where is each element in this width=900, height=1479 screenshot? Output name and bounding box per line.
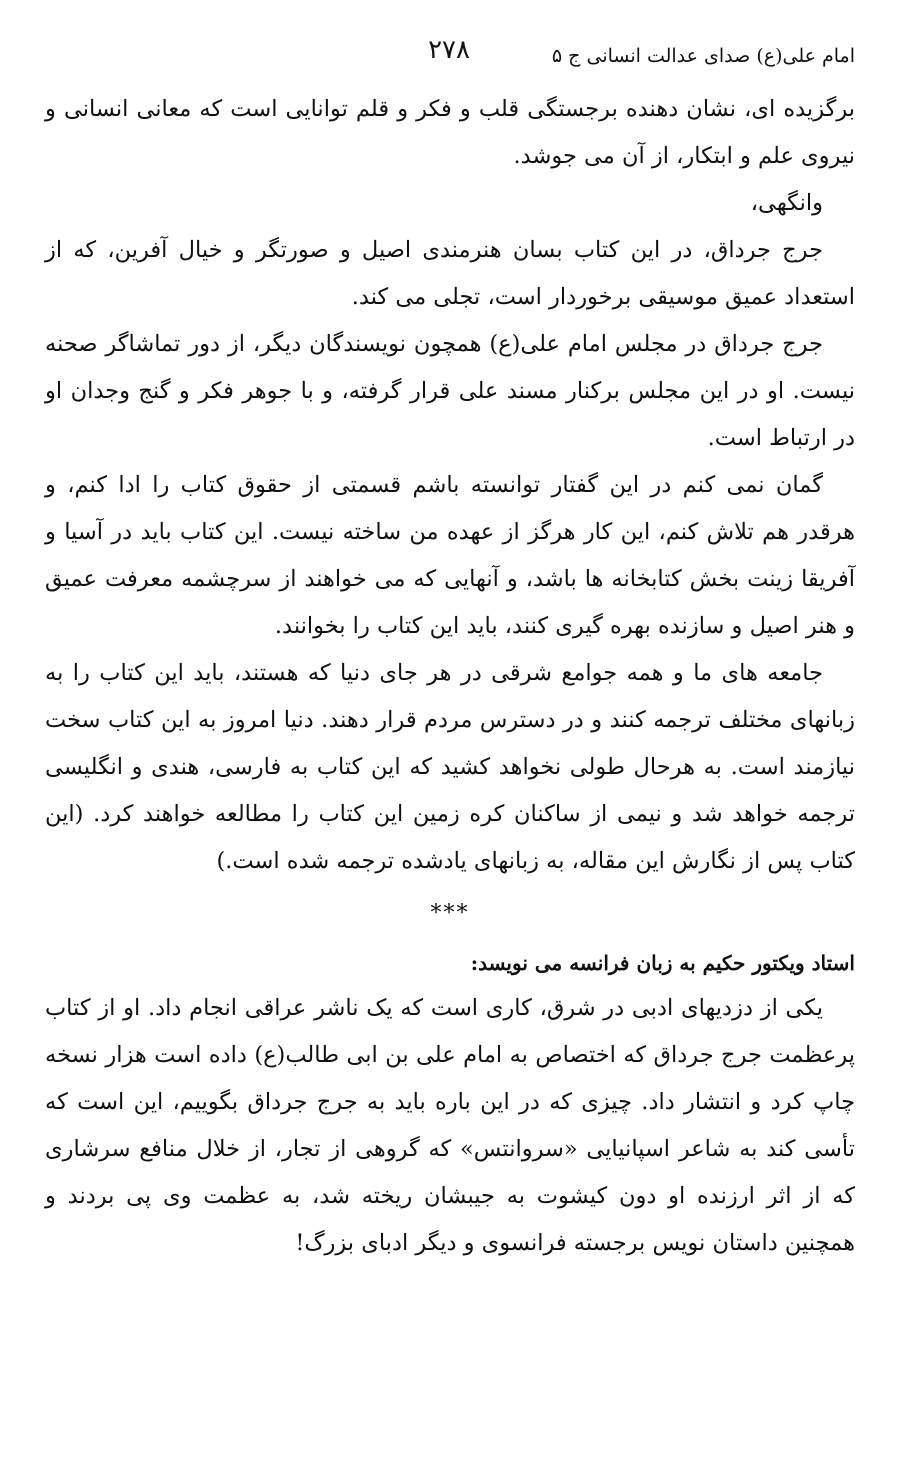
section-separator: *** (430, 901, 470, 926)
running-title: امام علی(ع) صدای عدالت انسانی ج ۵ (551, 45, 855, 67)
paragraph: گمان نمی کنم در این گفتار توانسته باشم قسمتی از حقوق کتاب را ادا کنم، و هرقدر هم تلاش کنم، این کار هرگز از عهده من ساخته نیست. این کتاب باید در آسیا و آفریقا زینت بخش کتابخانه ها باشد، و آنهایی که می خواهند از سرچشمه معرفت عمیق و هنر اصیل و سازنده بهره گیری کنند، باید این کتاب را بخوانند. (45, 472, 855, 639)
paragraph: وانگهی، (750, 190, 823, 216)
paragraph: جرج جرداق در مجلس امام علی(ع) همچون نویسندگان دیگر، از دور تماشاگر صحنه نیست. او در این مجلس برکنار مسند علی قرار گرفته، و با جوهر فکر و گنج وجدان او در ارتباط است. (45, 331, 855, 451)
page-content (45, 86, 855, 1267)
page-number: ۲۷۸ (428, 35, 470, 65)
paragraph: جرج جرداق، در این کتاب بسان هنرمندی اصیل و صورتگر و خیال آفرین، که از استعداد عمیق موسیقی برخوردار است، تجلی می کند. (45, 237, 855, 310)
page-header (45, 35, 855, 74)
section-heading: استاد ویکتور حکیم به زبان فرانسه می نویسد: (470, 951, 855, 975)
paragraph: یکی از دزدیهای ادبی در شرق، کاری است که یک ناشر عراقی انجام داد. او از کتاب پرعظمت جرج جرداق که اختصاص به امام علی بن ابی طالب(ع) داده است هزار نسخه چاپ کرد و انتشار داد. چیزی که در این باره باید به جرج جرداق بگوییم، این است که تأسی کند به شاعر اسپانیایی «سروانتس» که گروهی از تجار، از خلال منافع سرشاری که از اثر ارزنده او دون کیشوت به جیبشان ریخته شد، به عظمت وی پی بردند و همچنین داستان نویس برجسته فرانسوی و دیگر ادبای بزرگ! (45, 995, 855, 1256)
paragraph: برگزیده ای، نشان دهنده برجستگی قلب و فکر و قلم توانایی است که معانی انسانی و نیروی علم و ابتکار، از آن می جوشد. (45, 96, 855, 169)
paragraph: جامعه های ما و همه جوامع شرقی در هر جای دنیا که هستند، باید این کتاب را به زبانهای مختلف ترجمه کنند و در دسترس مردم قرار دهند. دنیا امروز به این کتاب سخت نیازمند است. به هرحال طولی نخواهد کشید که این کتاب به فارسی، هندی و انگلیسی ترجمه خواهد شد و نیمی از ساکنان کره زمین این کتاب را مطالعه خواهند کرد. (این کتاب پس از نگارش این مقاله، به زبانهای یادشده ترجمه شده است.) (45, 660, 855, 874)
